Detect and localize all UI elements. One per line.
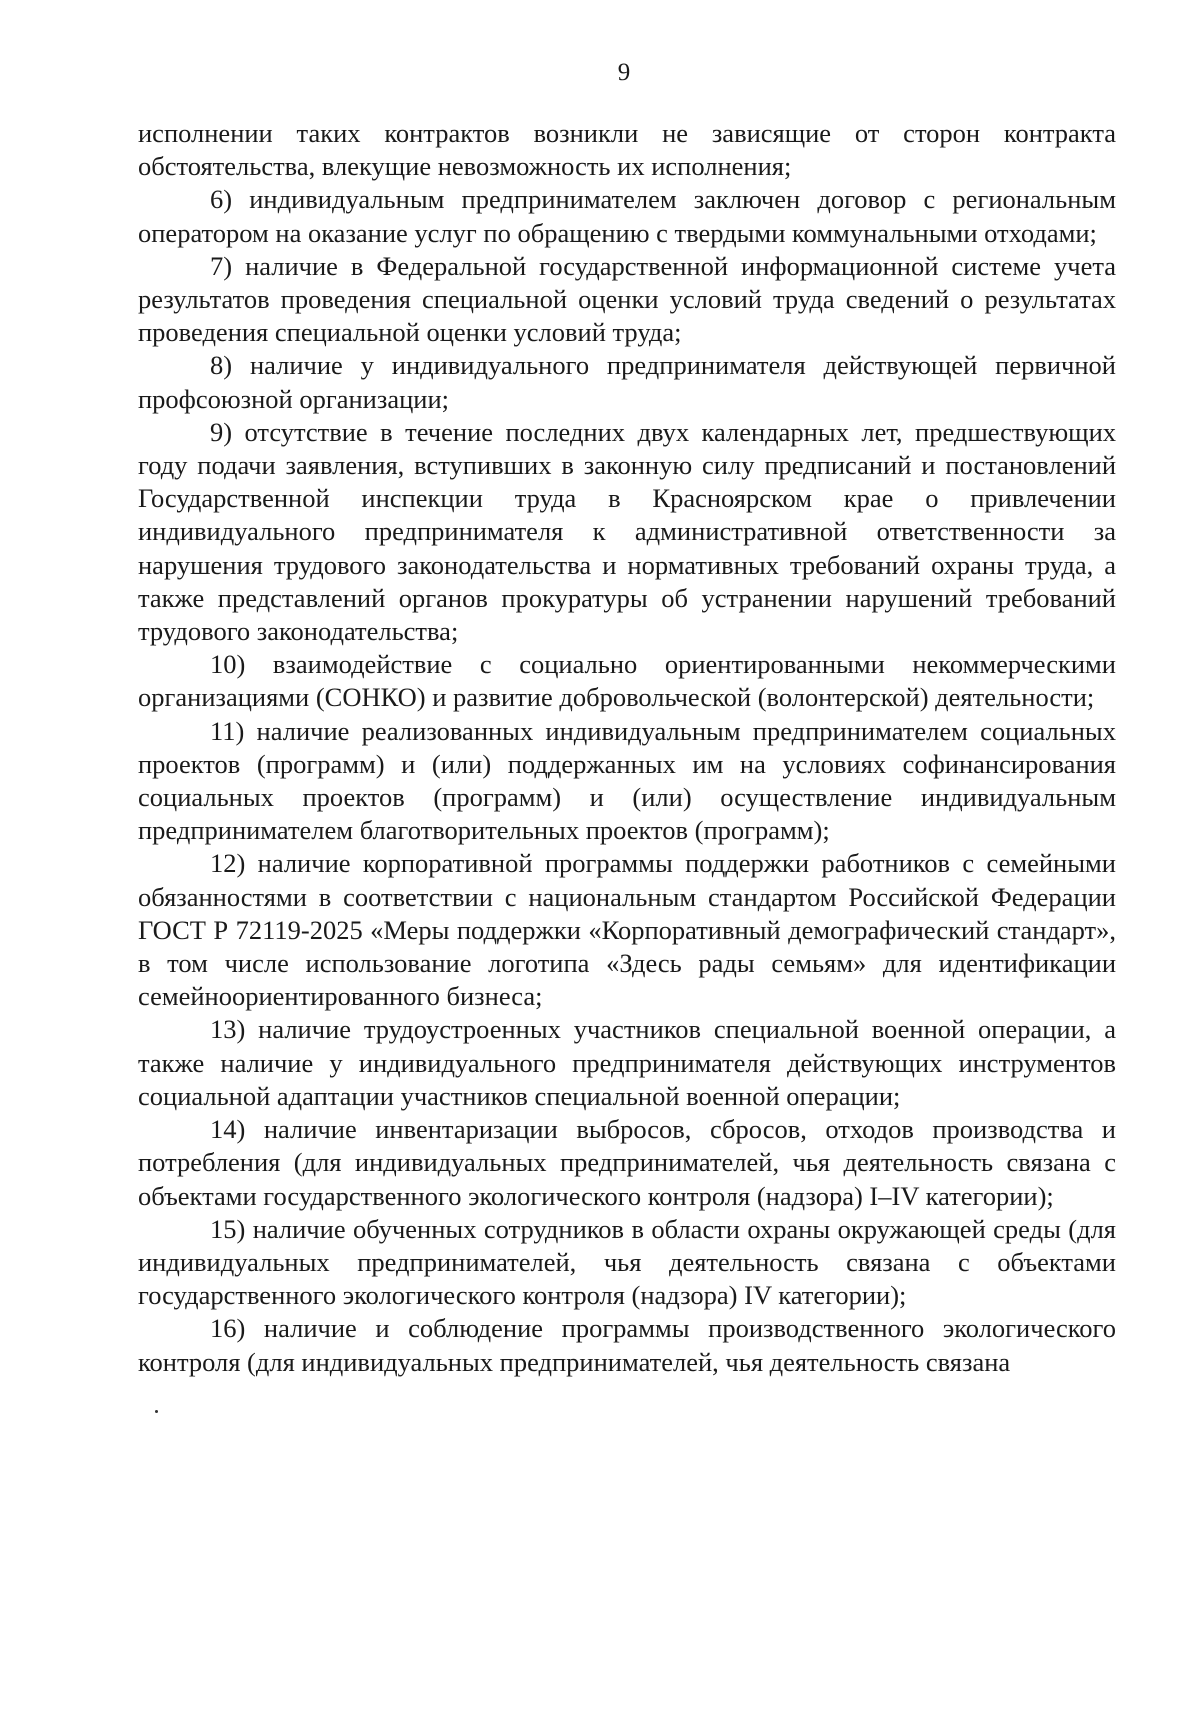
paragraph-item-7: 7) наличие в Федеральной государственной информационной системе учета результатов проведения специальной оценки условий труда сведений о результатах проведения специальной оценки условий труда; [138,250,1116,348]
paragraph-item-8: 8) наличие у индивидуального предпринимателя действующей первичной профсоюзной организации; [138,350,1116,414]
paragraph-item-13: 13) наличие трудоустроенных участников специальной военной операции, а также наличие у индивидуального предпринимателя действующих инструментов социальной адаптации участников специальной военной операции; [138,1014,1116,1111]
paragraph-item-10: 10) взаимодействие с социально ориентированными некоммерческими организациями (СОНКО) и развитие добровольческой (волонтерской) деятельности; [138,649,1116,713]
paragraph-item-12: 12) наличие корпоративной программы поддержки работников с семейными обязанностями в соответствии с национальным стандартом Российской Федерации ГОСТ Р 72119-2025 «Меры поддержки «Корпоративный демографический стандарт», в том числе использование логотипа «Здесь рады семьям» для идентификации семейноориентированного бизнеса; [138,848,1116,1012]
paragraph-item-11: 11) наличие реализованных индивидуальным предпринимателем социальных проектов (программ) и (или) поддержанных им на условиях софинансирования социальных проектов (программ) и (или) осуществление индивидуальным предпринимателем благотворительных проектов (программ); [138,715,1116,846]
scan-speck [155,1410,158,1413]
page-number: 9 [617,59,631,86]
document-body [138,117,1116,1379]
paragraph-item-14: 14) наличие инвентаризации выбросов, сбросов, отходов производства и потребления (для индивидуальных предпринимателей, чья деятельность связана с объектами государственного экологического контроля (надзора) I–IV категории); [138,1114,1116,1211]
paragraph-item-9: 9) отсутствие в течение последних двух календарных лет, предшествующих году подачи заявления, вступивших в законную силу предписаний и постановлений Государственной инспекции труда в Красноярском крае о привлечении индивидуального предпринимателя к административной ответственности за нарушения трудового законодательства и нормативных требований охраны труда, а также представлений органов прокуратуры об устранении нарушений требований трудового законодательства; [138,416,1116,647]
paragraph-item-16: 16) наличие и соблюдение программы производственного экологического контроля (для индивидуальных предпринимателей, чья деятельность связана [138,1313,1116,1377]
paragraph-item-6: 6) индивидуальным предпринимателем заключен договор с региональным оператором на оказание услуг по обращению с твердыми коммунальными отходами; [138,184,1116,248]
paragraph-item-15: 15) наличие обученных сотрудников в области охраны окружающей среды (для индивидуальных предпринимателей, чья деятельность связана с объектами государственного экологического контроля (надзора) IV категории); [138,1213,1116,1311]
paragraph-continuation: исполнении таких контрактов возникли не зависящие от сторон контракта обстоятельства, влекущие невозможность их исполнения; [138,118,1116,182]
